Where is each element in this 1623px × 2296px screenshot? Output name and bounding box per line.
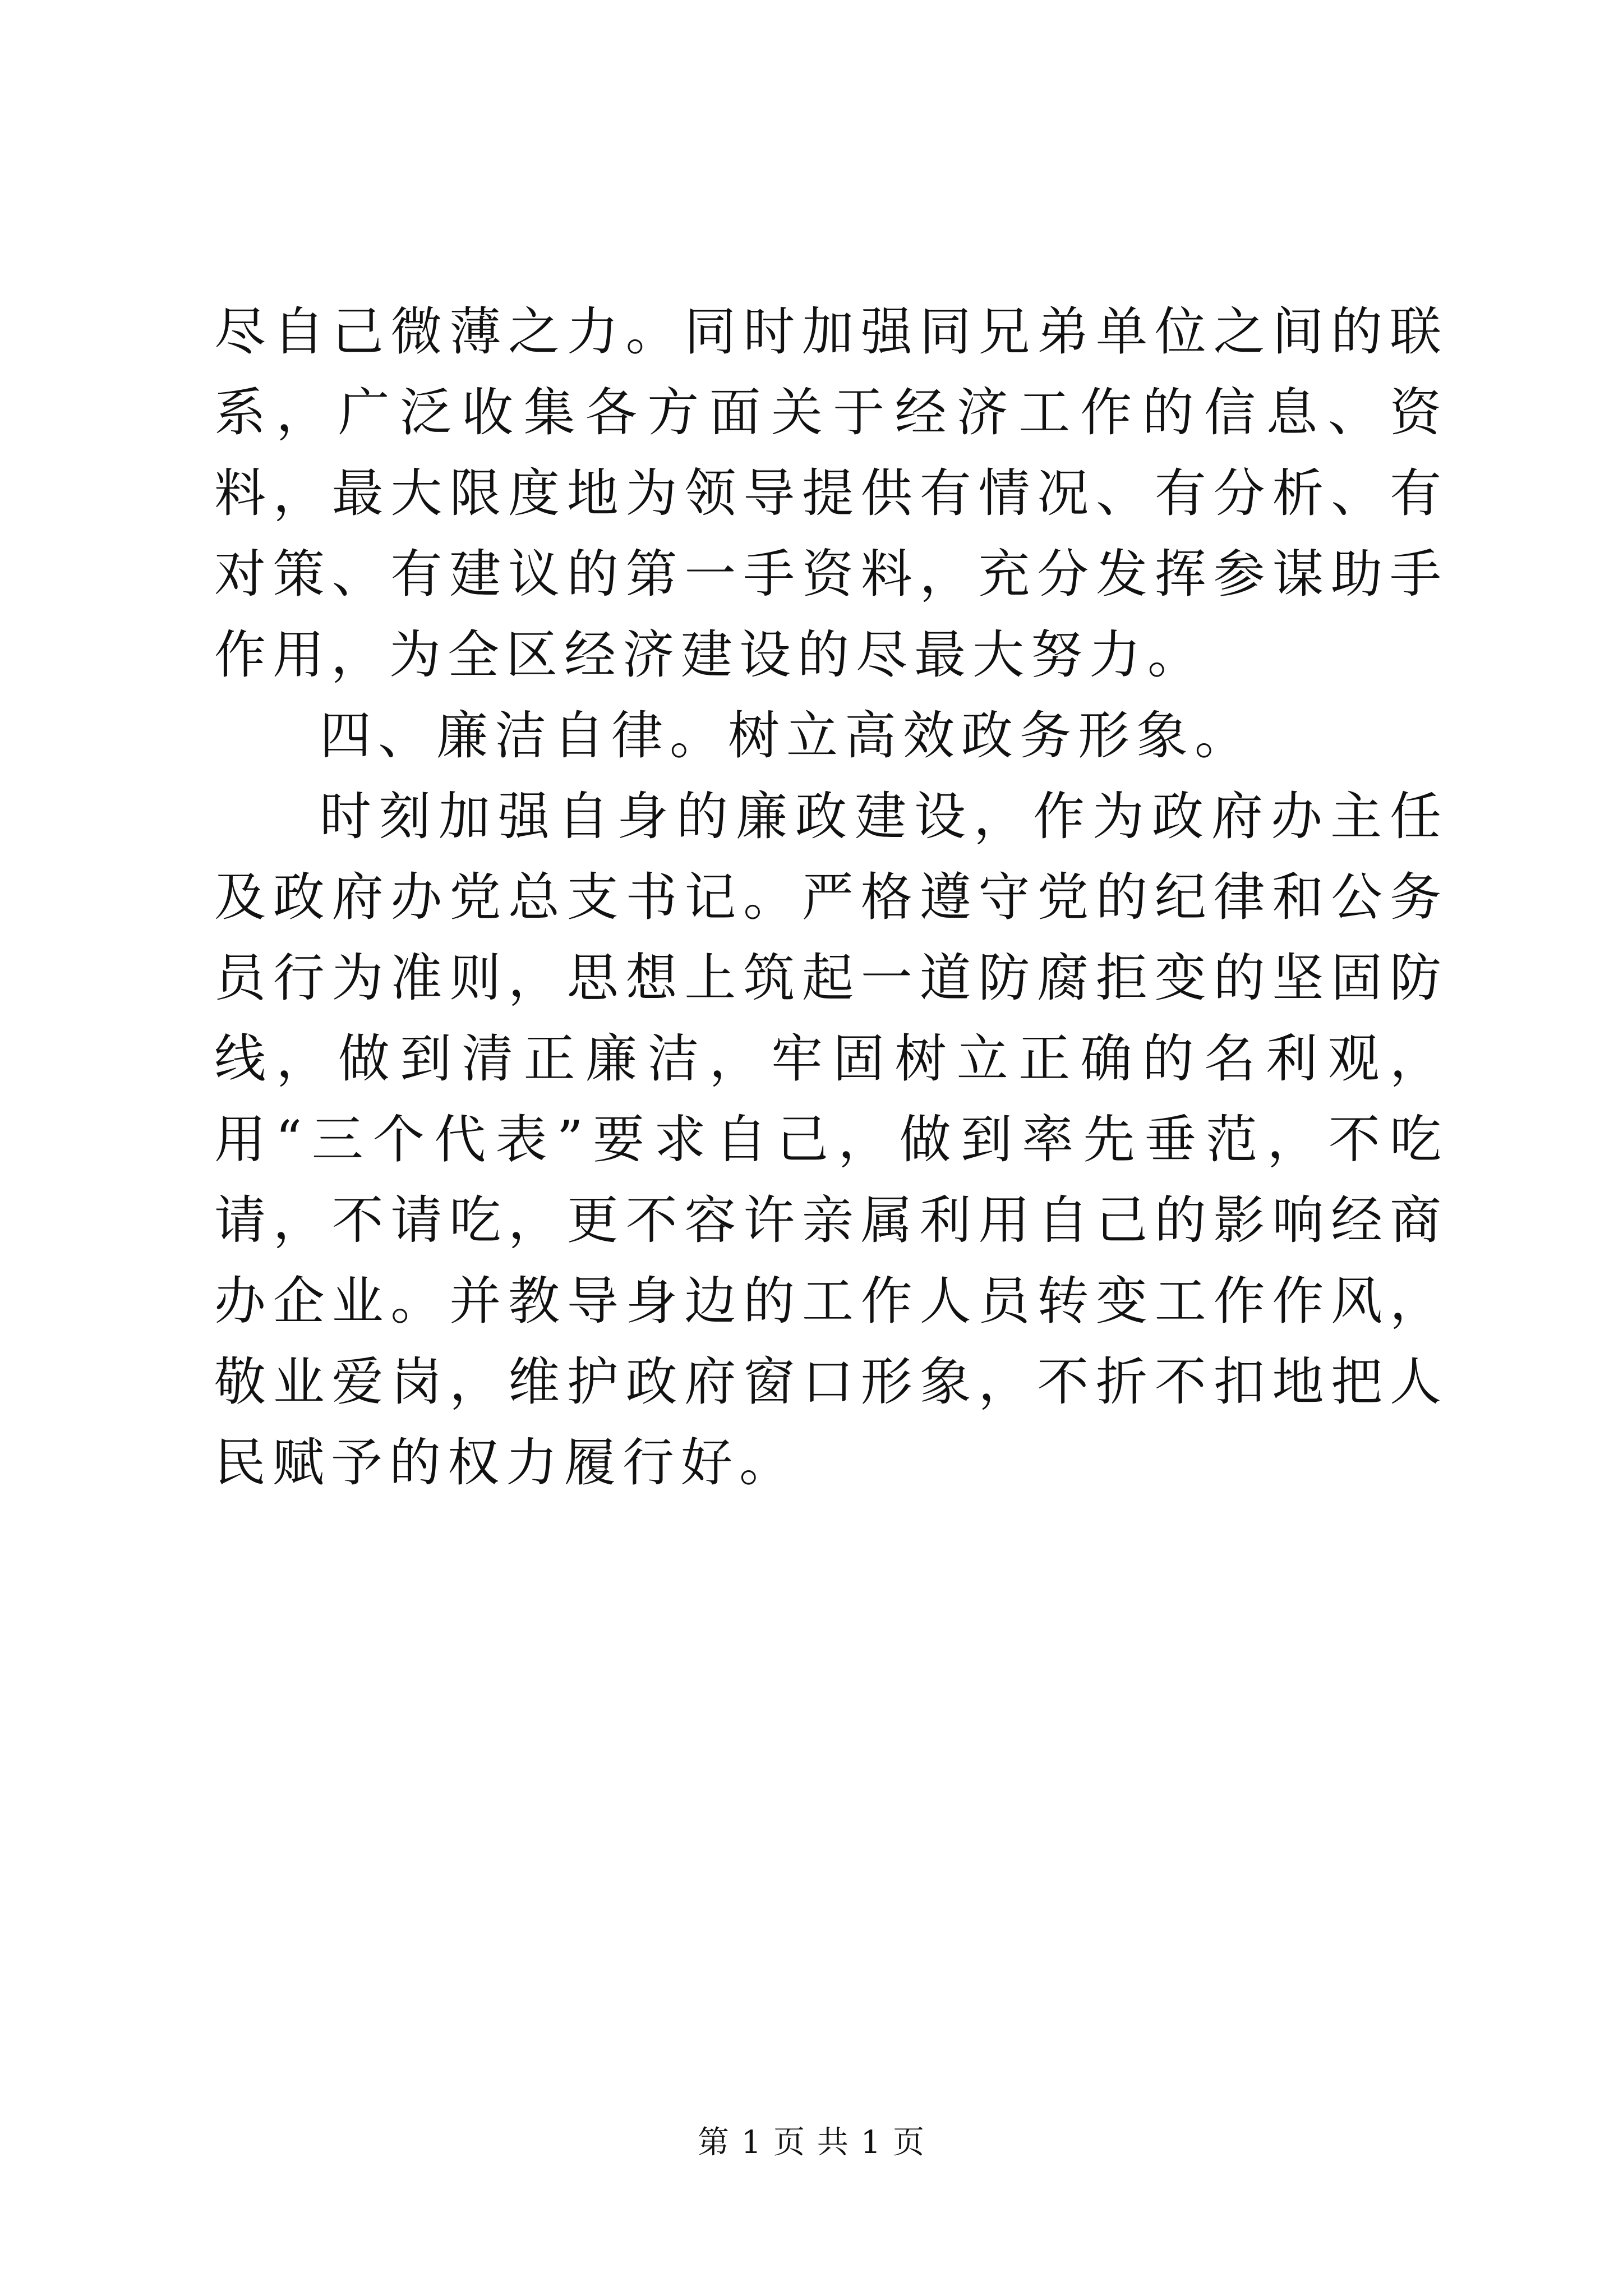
paragraph-continuation: 尽自己微薄之力。同时加强同兄弟单位之间的联系，广泛收集各方面关于经济工作的信息、资料，最大限度地为领导提供有情况、有分析、有对策、有建议的第一手资料，充分发挥参谋助手作用，为全区经济建设的尽最大努力。	[214, 302, 1448, 685]
document-body	[214, 292, 1448, 1503]
paragraph-body: 时刻加强自身的廉政建设，作为政府办主任及政府办党总支书记。严格遵守党的纪律和公务员行为准则，思想上筑起一道防腐拒变的坚固防线，做到清正廉洁，牢固树立正确的名利观，用“三个代表”要求自己，做到率先垂范，不吃请，不请吃，更不容许亲属利用自己的影响经商办企业。并教导身边的工作人员转变工作作风，敬业爱岗，维护政府窗口形象，不折不扣地把人民赋予的权力履行好。	[214, 786, 1448, 1493]
page-footer: 第 1 页 共 1 页	[697, 2124, 926, 2161]
section-heading: 四、廉洁自律。树立高效政务形象。	[320, 706, 1253, 766]
